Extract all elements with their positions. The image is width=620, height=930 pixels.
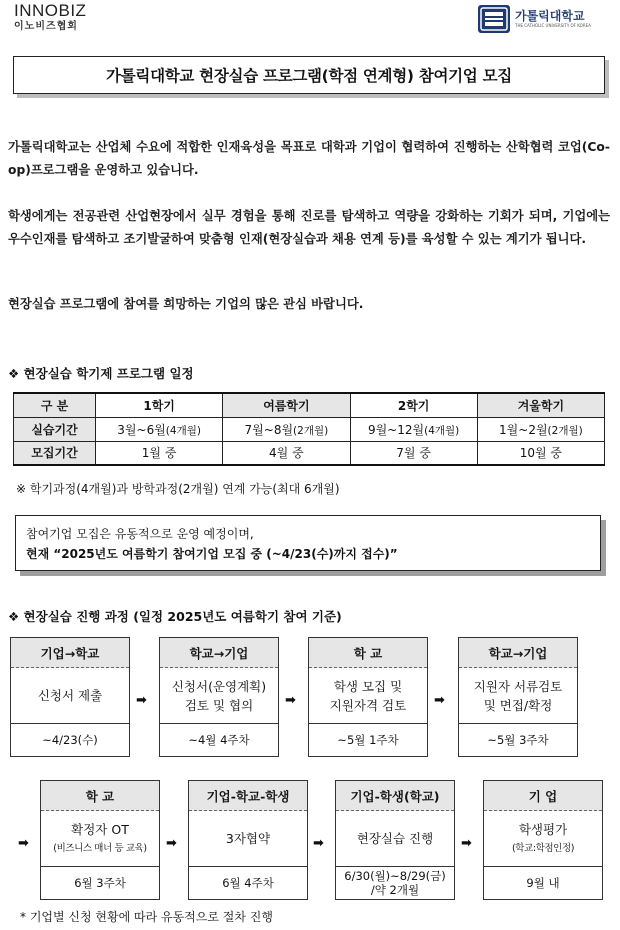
step-head: 학 교 [41,781,159,811]
step-body: 학생평가 (학교:학점인정) [484,811,602,867]
process-step [483,780,603,900]
arrow-right-icon: ➡ [285,693,296,708]
table-header-cell: 구 분 [14,393,96,417]
table-row [14,417,605,441]
innobiz-logo [14,2,124,33]
step-head: 기업-학교-학생 [189,781,307,811]
arrow-right-icon: ➡ [18,836,29,851]
intro-paragraph-3: 현장실습 프로그램에 참여를 희망하는 기업의 많은 관심 바랍니다. [8,297,364,311]
catholic-university-logo [477,4,612,34]
table-cell: 4월 중 [223,441,350,465]
process-step [335,780,455,900]
step-body: 현장실습 진행 [336,811,454,867]
step-body: 확정자 OT (비즈니스 매너 등 교육) [41,811,159,867]
step-body: 지원자 서류검토 및 면접/확정 [459,668,577,724]
intro-paragraph-2: 학생에게는 전공관련 산업현장에서 실무 경험을 통해 진로를 탐색하고 역량을 강화하는 기회가 되며, 기업에는 우수인재를 탐색하고 조기발굴하여 맞춤형 인재(현장실습과 채용 연계 등)를 육성할 수 있는 계기가 됩니다. [8,209,610,246]
university-name: 가톨릭대학교 [515,9,585,23]
process-step [188,780,308,900]
table-header-cell: 여름학기 [223,393,350,417]
process-heading: ❖ 현장실습 진행 과정 (일정 2025년도 여름학기 참여 기준) [8,609,342,624]
arrow-right-icon: ➡ [313,836,324,851]
notice-box [15,515,601,571]
step-head: 기업→학교 [11,638,129,668]
table-header-row [14,393,605,417]
row-label: 실습기간 [14,417,96,441]
step-body: 신청서 제출 [11,668,129,724]
step-body: 신청서(운영계획) 검토 및 협의 [160,668,278,724]
university-seal-icon [477,4,511,34]
step-head: 학교→기업 [459,638,577,668]
table-cell: 3월~6월(4개월) [96,417,223,441]
process-step [10,637,130,757]
table-cell: 10월 중 [477,441,604,465]
schedule-heading: ❖ 현장실습 학기제 프로그램 일정 [8,366,194,381]
step-head: 기업-학생(학교) [336,781,454,811]
arrow-right-icon: ➡ [434,693,445,708]
table-cell: 9월~12월(4개월) [350,417,477,441]
table-header-cell: 1학기 [96,393,223,417]
step-body: 학생 모집 및 지원자격 검토 [309,668,427,724]
process-note: * 기업별 신청 현황에 따라 유동적으로 절차 진행 [20,910,273,924]
arrow-right-icon: ➡ [136,693,147,708]
step-date: ~4/23(수) [42,733,98,747]
arrow-right-icon: ➡ [166,836,177,851]
step-head: 학교→기업 [160,638,278,668]
arrow-right-icon: ➡ [461,836,472,851]
schedule-note: ※ 학기과정(4개월)과 방학과정(2개월) 연계 가능(최대 6개월) [16,482,340,496]
table-row [14,441,605,465]
process-step [159,637,279,757]
process-step [458,637,578,757]
table-cell: 1월 중 [96,441,223,465]
notice-line-2: 현재 “2025년도 여름학기 참여기업 모집 중 (~4/23(수)까지 접수)” [26,547,398,561]
step-date: ~4월 4주차 [188,733,250,747]
process-step [40,780,160,900]
title-box [13,56,605,94]
page-title: 가톨릭대학교 현장실습 프로그램(학점 연계형) 참여기업 모집 [106,67,512,85]
step-head: 학 교 [309,638,427,668]
schedule-table [13,392,605,466]
step-date: 9월 내 [526,876,560,890]
table-cell: 7월~8월(2개월) [223,417,350,441]
innobiz-sub: 이노비즈협회 [14,21,78,32]
table-header-cell: 2학기 [350,393,477,417]
table-cell: 7월 중 [350,441,477,465]
table-header-cell: 겨울학기 [477,393,604,417]
step-date: 6월 4주차 [222,876,274,890]
step-head: 기 업 [484,781,602,811]
step-date: ~5월 1주차 [337,733,399,747]
process-step [308,637,428,757]
step-date: 6/30(월)~8/29(금) /약 2개월 [344,869,446,897]
step-date: ~5월 3주차 [487,733,549,747]
notice-line-1: 참여기업 모집은 유동적으로 운영 예정이며, [26,527,254,541]
row-label: 모집기간 [14,441,96,465]
innobiz-brand: INNOBIZ [14,1,87,20]
step-date: 6월 3주차 [74,876,126,890]
step-body: 3자협약 [189,811,307,867]
university-name-eng: THE CATHOLIC UNIVERSITY OF KOREA [515,23,591,28]
intro-paragraph-1: 가톨릭대학교는 산업체 수요에 적합한 인재육성을 목표로 대학과 기업이 협력하여 진행하는 산학협력 코업(Co-op)프로그램을 운영하고 있습니다. [8,140,610,177]
table-cell: 1월~2월(2개월) [477,417,604,441]
